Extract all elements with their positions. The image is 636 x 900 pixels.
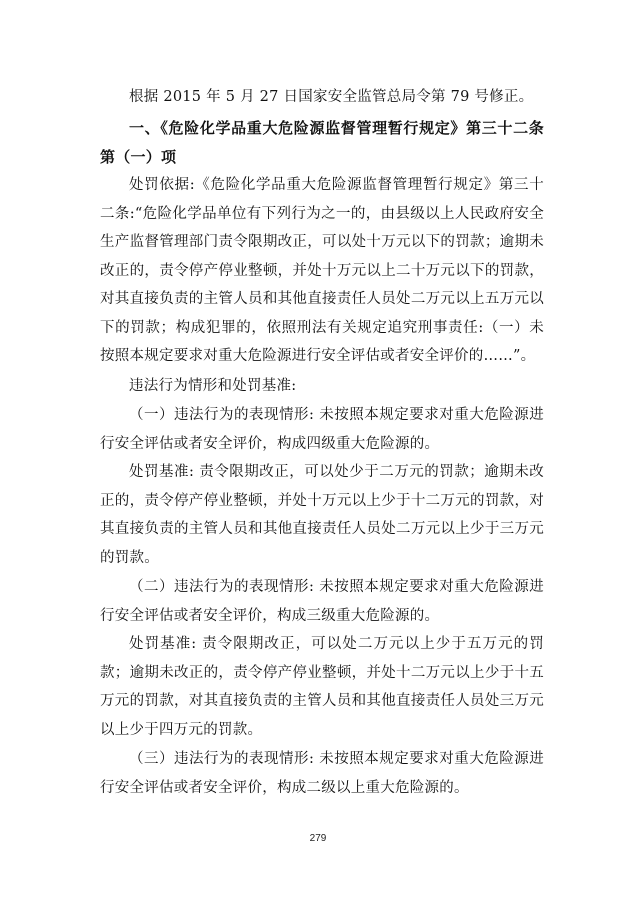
case-1-penalty: 处罚基准: 责令限期改正，可以处少于二万元的罚款；逾期未改正的，责令停产停业整顿，并处十万元以上少于十二万元的罚款，对其直接负责的主管人员和其他直接责任人员处二万元以上少于三万元的罚款。 bbox=[100, 464, 544, 566]
page-number: 279 bbox=[309, 833, 327, 844]
case-1-circumstance: （一）违法行为的表现情形: 未按照本规定要求对重大危险源进行安全评估或者安全评价，构成四级重大危险源的。 bbox=[100, 407, 544, 452]
case-3-circumstance: （三）违法行为的表现情形: 未按照本规定要求对重大危险源进行安全评估或者安全评价，构成二级以上重大危险源的。 bbox=[100, 751, 544, 796]
penalty-basis-paragraph: 处罚依据:《危险化学品重大危险源监督管理暂行规定》第三十二条:“危险化学品单位有下列行为之一的，由县级以上人民政府安全生产监督管理部门责令限期改正，可以处十万元以下的罚款；逾期未改正的，责令停产停业整顿，并处十万元以上二十万元以下的罚款，对其直接负责的主管人员和其他直接责任人员处二万元以上五万元以下的罚款；构成犯罪的，依照刑法有关规定追究刑事责任:（一）未按照本规定要求对重大危险源进行安全评估或者安全评价的……”。 bbox=[100, 177, 544, 364]
circumstances-heading: 违法行为情形和处罚基准: bbox=[129, 378, 297, 394]
case-2-penalty: 处罚基准: 责令限期改正，可以处二万元以上少于五万元的罚款；逾期未改正的，责令停产停业整顿，并处十二万元以上少于十五万元的罚款，对其直接负责的主管人员和其他直接责任人员处三万元以上少于四万元的罚款。 bbox=[100, 636, 544, 738]
section-heading: 一、《危险化学品重大危险源监督管理暂行规定》第三十二条第（一）项 bbox=[100, 119, 544, 166]
amendment-note: 根据 2015 年 5 月 27 日国家安全监管总局令第 79 号修正。 bbox=[129, 89, 534, 105]
case-2-circumstance: （二）违法行为的表现情形: 未按照本规定要求对重大危险源进行安全评估或者安全评价，构成三级重大危险源的。 bbox=[100, 579, 544, 624]
